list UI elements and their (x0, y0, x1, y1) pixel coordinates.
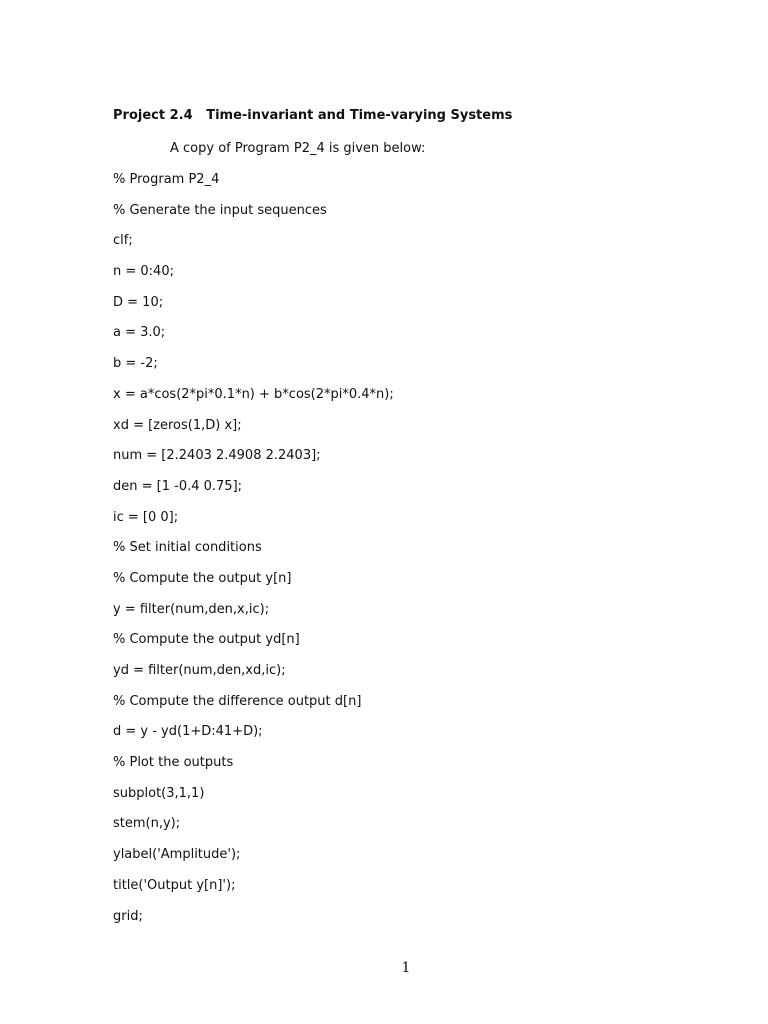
code-line: % Plot the outputs (113, 755, 234, 771)
code-line: subplot(3,1,1) (113, 785, 205, 801)
code-line: % Program P2_4 (113, 172, 220, 187)
code-line: stem(n,y); (113, 816, 181, 832)
code-line: title('Output y[n]'); (113, 877, 236, 893)
intro-paragraph: A copy of Program P2_4 is given below: (170, 141, 426, 156)
code-line: % Compute the difference output d[n] (113, 693, 362, 709)
code-line: a = 3.0; (113, 325, 166, 341)
page-number: 1 (401, 960, 411, 976)
code-line: clf; (113, 233, 133, 249)
code-line: grid; (113, 908, 143, 924)
code-line: x = a*cos(2*pi*0.1*n) + b*cos(2*pi*0.4*n); (113, 386, 394, 402)
code-line: num = [2.2403 2.4908 2.2403]; (113, 448, 321, 464)
code-line: % Generate the input sequences (113, 202, 327, 218)
code-line: d = y - yd(1+D:41+D); (113, 724, 263, 740)
code-line: % Set initial conditions (113, 540, 262, 556)
code-line: y = filter(num,den,x,ic); (113, 601, 270, 617)
code-line: n = 0:40; (113, 264, 174, 280)
code-line: yd = filter(num,den,xd,ic); (113, 663, 286, 678)
code-line: b = -2; (113, 356, 158, 372)
code-line: % Compute the output y[n] (113, 570, 292, 586)
code-line: den = [1 -0.4 0.75]; (113, 478, 243, 494)
code-line: ylabel('Amplitude'); (113, 847, 241, 863)
program-listing (113, 171, 394, 938)
code-line: ic = [0 0]; (113, 509, 179, 525)
code-line: xd = [zeros(1,D) x]; (113, 417, 242, 433)
code-line: D = 10; (113, 294, 164, 310)
code-line: % Compute the output yd[n] (113, 632, 300, 648)
section-heading: Project 2.4 Time-invariant and Time-varying Systems (113, 108, 513, 123)
